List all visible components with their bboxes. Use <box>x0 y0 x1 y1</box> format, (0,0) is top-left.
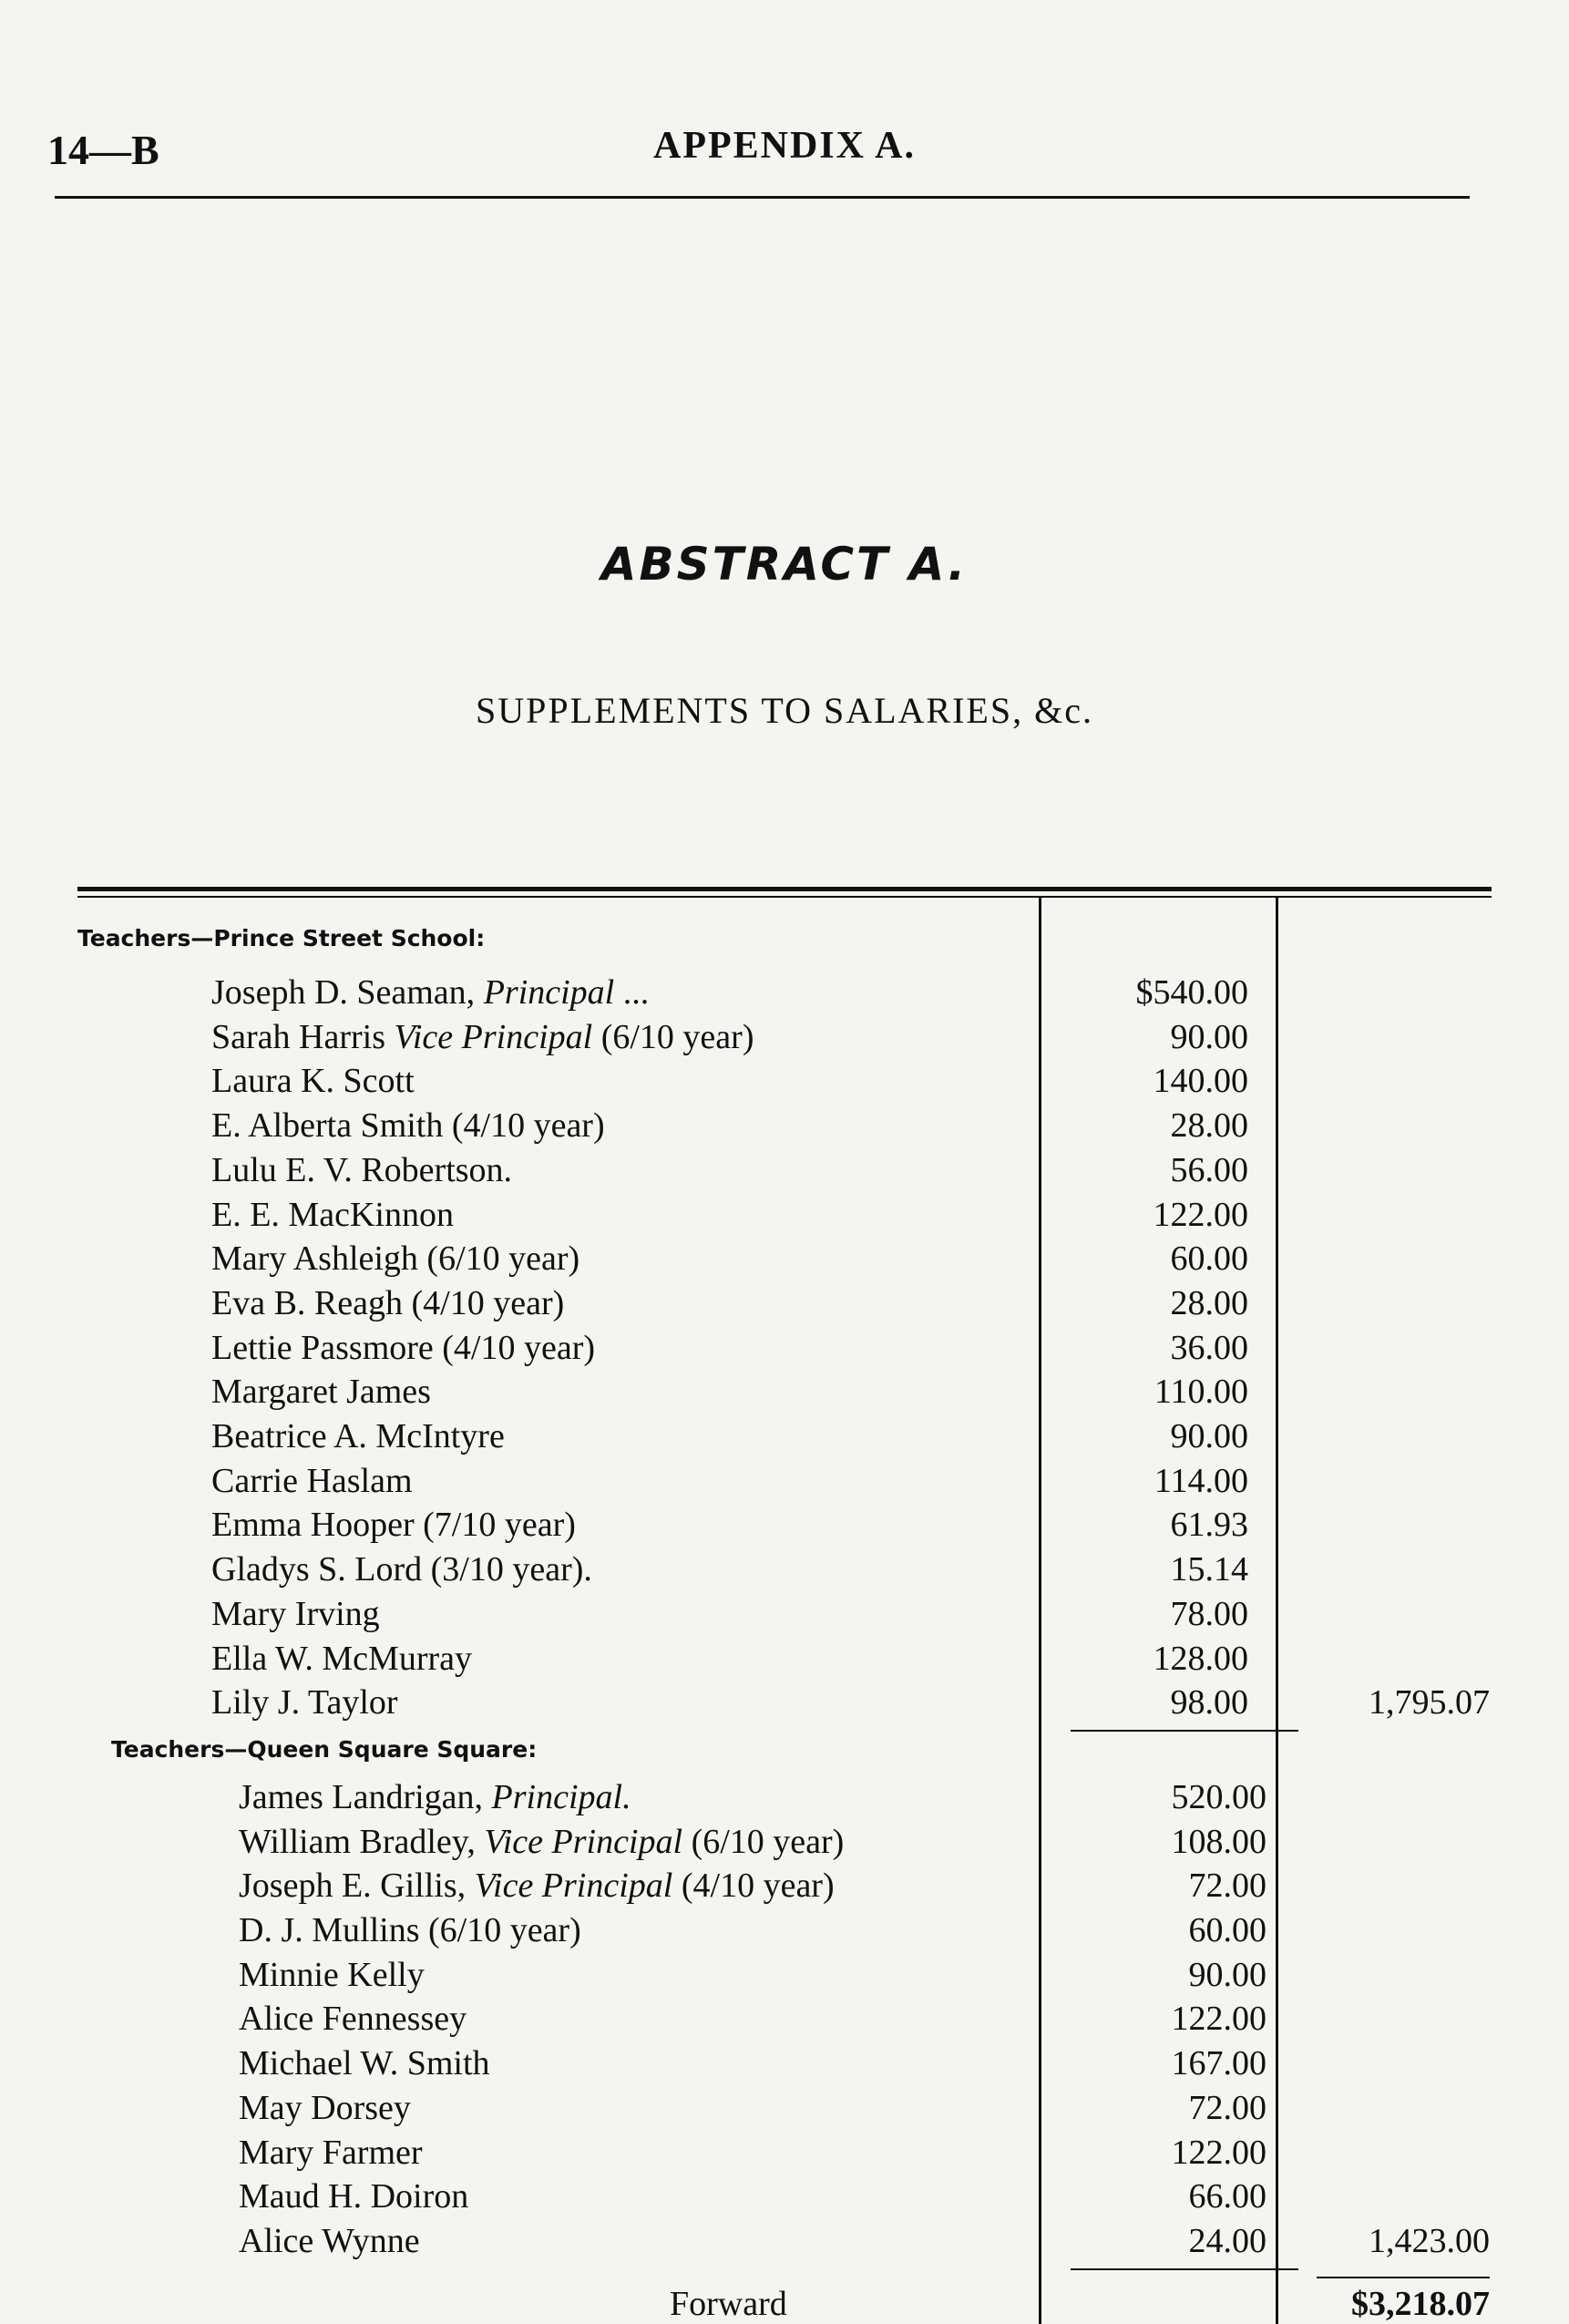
teacher-name <box>211 1017 754 1057</box>
section-subtotal: 1,795.07 <box>1369 1683 1490 1722</box>
teacher-name <box>211 1461 413 1501</box>
teacher-name <box>239 1866 835 1906</box>
amount-cell: 90.00 <box>1170 1417 1248 1455</box>
teacher-name-text: Joseph D. Seaman, <box>211 973 476 1012</box>
amount-cell: 78.00 <box>1170 1594 1248 1633</box>
teacher-role: Vice Principal <box>394 1017 593 1056</box>
table-row <box>0 1777 1569 1821</box>
table-row <box>0 1639 1569 1682</box>
teacher-name-text: Laura K. Scott <box>211 1062 415 1101</box>
teacher-name-text: May Dorsey <box>239 2088 411 2127</box>
table-row <box>0 1866 1569 1909</box>
amount-cell: 36.00 <box>1170 1328 1248 1367</box>
table-row <box>0 1195 1569 1239</box>
teacher-name <box>239 2043 490 2083</box>
forward-label <box>670 2284 787 2324</box>
teacher-name <box>211 1105 605 1146</box>
table-row <box>0 1328 1569 1372</box>
teacher-name <box>211 1061 415 1101</box>
amount-cell: 15.14 <box>1170 1550 1248 1589</box>
teacher-name <box>211 1549 592 1589</box>
teacher-term: ... <box>622 973 650 1012</box>
teacher-name <box>211 972 649 1013</box>
table-row <box>0 1105 1569 1149</box>
teacher-name <box>211 1372 431 1412</box>
teacher-name-text: Michael W. Smith <box>239 2044 490 2083</box>
teacher-name-text: D. J. Mullins (6/10 year) <box>239 1911 581 1949</box>
teacher-name <box>211 1328 595 1368</box>
amount-cell: 122.00 <box>1171 2000 1266 2039</box>
document-subtitle: SUPPLEMENTS TO SALARIES, &c. <box>476 690 1093 731</box>
teacher-name-text: E. E. MacKinnon <box>211 1195 454 1234</box>
amount-cell: 167.00 <box>1171 2044 1266 2083</box>
table-row <box>0 1910 1569 1954</box>
teacher-name-text: Joseph E. Gillis, <box>239 1866 467 1906</box>
amount-cell: 60.00 <box>1188 1911 1266 1949</box>
teacher-role: Principal. <box>491 1777 631 1816</box>
table-row <box>0 2176 1569 2220</box>
teacher-name <box>239 1777 631 1817</box>
table-row <box>0 1999 1569 2042</box>
teacher-name-text: Emma Hooper (7/10 year) <box>211 1506 576 1545</box>
teacher-name-text: E. Alberta Smith (4/10 year) <box>211 1106 605 1146</box>
teacher-name-text: Ella W. McMurray <box>211 1639 473 1678</box>
table-row <box>0 1061 1569 1105</box>
table-row <box>0 1549 1569 1593</box>
table-row <box>0 972 1569 1016</box>
table-row <box>0 1594 1569 1638</box>
forward-total: $3,218.07 <box>1351 2284 1490 2323</box>
teacher-role: Vice Principal <box>484 1822 683 1861</box>
table-row <box>0 1461 1569 1505</box>
amount-cell: 24.00 <box>1188 2221 1266 2260</box>
amount-cell: 114.00 <box>1154 1461 1248 1500</box>
amount-cell: 28.00 <box>1170 1283 1248 1322</box>
teacher-name <box>239 1822 844 1862</box>
header-rule <box>55 196 1470 199</box>
amount-cell: 122.00 <box>1153 1195 1248 1234</box>
amount-cell: 90.00 <box>1170 1017 1248 1056</box>
teacher-name-text: Sarah Harris <box>211 1017 385 1056</box>
amount-cell: 108.00 <box>1171 1822 1266 1861</box>
table-top-rule-thin <box>77 896 1492 898</box>
subtotal-rule <box>1071 1730 1298 1732</box>
teacher-term: (4/10 year) <box>681 1866 835 1906</box>
teacher-term: (6/10 year) <box>600 1017 754 1056</box>
section-heading: Teachers—Queen Square Square: <box>111 1735 538 1763</box>
table-row <box>0 1283 1569 1327</box>
table-row <box>0 1372 1569 1415</box>
amount-cell: 98.00 <box>1170 1683 1248 1722</box>
amount-cell: 90.00 <box>1188 1955 1266 1994</box>
teacher-name-text: Margaret James <box>211 1373 431 1412</box>
teacher-name <box>239 1910 581 1950</box>
amount-cell: 56.00 <box>1170 1150 1248 1189</box>
amount-cell: 128.00 <box>1153 1639 1248 1678</box>
teacher-name <box>239 2176 468 2216</box>
teacher-name-text: Mary Irving <box>211 1594 380 1633</box>
page-number: 14—B <box>47 127 159 173</box>
teacher-name <box>239 2221 420 2261</box>
teacher-name <box>239 2133 423 2173</box>
teacher-name <box>211 1682 398 1722</box>
amount-cell: 72.00 <box>1188 2088 1266 2127</box>
amount-cell: 61.93 <box>1170 1506 1248 1545</box>
teacher-name-text: Lulu E. V. Robertson. <box>211 1150 513 1189</box>
table-row <box>0 1017 1569 1061</box>
teacher-name-text: Alice Wynne <box>239 2221 420 2260</box>
teacher-name <box>211 1505 576 1545</box>
amount-cell: 520.00 <box>1171 1777 1266 1816</box>
teacher-name <box>211 1239 579 1279</box>
table-row <box>0 1416 1569 1460</box>
amount-cell: 140.00 <box>1153 1062 1248 1101</box>
teacher-name-text: Lettie Passmore (4/10 year) <box>211 1328 596 1367</box>
table-row <box>0 1955 1569 1999</box>
teacher-name <box>211 1283 564 1323</box>
section-subtotal: 1,423.00 <box>1369 2221 1490 2260</box>
teacher-name-text: William Bradley, <box>239 1822 476 1861</box>
amount-cell: 28.00 <box>1170 1106 1248 1146</box>
teacher-role: Vice Principal <box>474 1866 673 1906</box>
table-row <box>0 2043 1569 2087</box>
teacher-name <box>239 1955 425 1995</box>
table-row <box>0 2133 1569 2176</box>
amount-cell: 66.00 <box>1188 2177 1266 2216</box>
teacher-name <box>211 1594 380 1634</box>
teacher-name-text: Lily J. Taylor <box>211 1683 398 1722</box>
amount-cell: 60.00 <box>1170 1239 1248 1279</box>
amount-cell: $540.00 <box>1135 973 1248 1012</box>
table-top-rule <box>77 887 1492 891</box>
teacher-name-text: Minnie Kelly <box>239 1955 425 1994</box>
teacher-name-text: Gladys S. Lord (3/10 year). <box>211 1550 592 1589</box>
teacher-name-text: Mary Ashleigh (6/10 year) <box>211 1239 580 1279</box>
total-rule <box>1317 2277 1490 2278</box>
section-heading: Teachers—Prince Street School: <box>77 925 486 951</box>
amount-cell: 122.00 <box>1171 2133 1266 2172</box>
subtotal-rule <box>1071 2268 1298 2270</box>
forward-label-text: Forward <box>670 2284 787 2323</box>
table-row <box>0 1505 1569 1548</box>
teacher-name <box>211 1639 472 1679</box>
teacher-name <box>211 1195 454 1235</box>
teacher-name-text: Maud H. Doiron <box>239 2177 469 2216</box>
table-row <box>0 1239 1569 1282</box>
amount-cell: 72.00 <box>1188 1866 1266 1906</box>
teacher-term: (6/10 year) <box>691 1822 845 1861</box>
teacher-name <box>239 1999 467 2039</box>
abstract-title: ABSTRACT A. <box>600 538 969 591</box>
teacher-name-text: Alice Fennessey <box>239 2000 467 2039</box>
teacher-name-text: Mary Farmer <box>239 2133 423 2172</box>
table-row <box>0 1822 1569 1866</box>
amount-cell: 110.00 <box>1154 1373 1248 1412</box>
page-header-title: APPENDIX A. <box>652 125 916 167</box>
teacher-name <box>211 1416 505 1456</box>
table-row <box>0 1150 1569 1194</box>
teacher-name-text: Carrie Haslam <box>211 1461 413 1500</box>
teacher-name-text: James Landrigan, <box>239 1777 484 1816</box>
table-row <box>0 2088 1569 2132</box>
teacher-name-text: Eva B. Reagh (4/10 year) <box>211 1283 565 1322</box>
teacher-name <box>239 2088 411 2128</box>
teacher-name <box>211 1150 512 1190</box>
teacher-role: Principal <box>483 973 615 1012</box>
teacher-name-text: Beatrice A. McIntyre <box>211 1417 505 1455</box>
